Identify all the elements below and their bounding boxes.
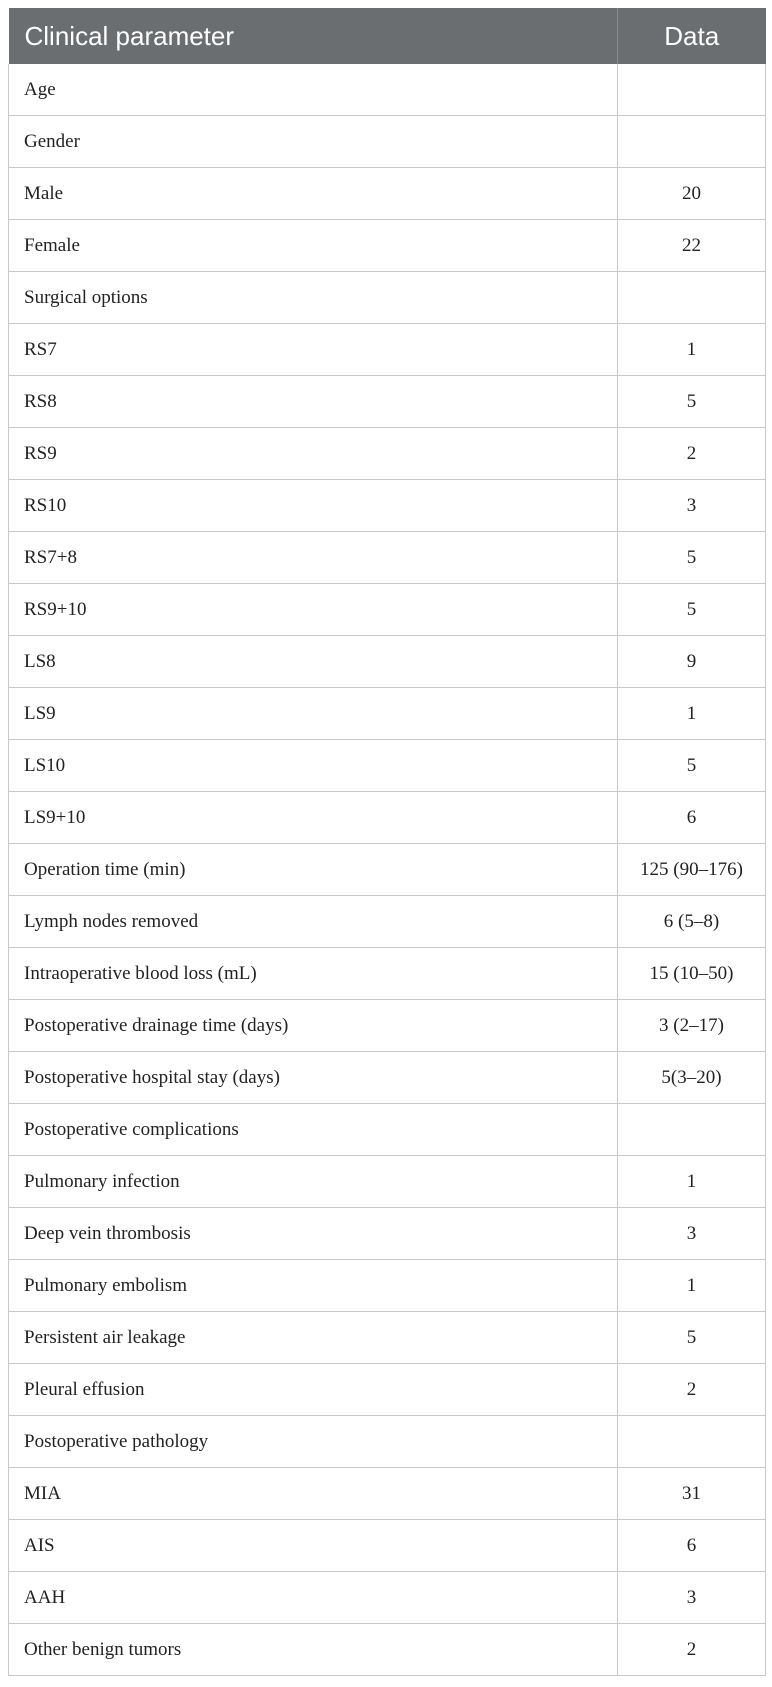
value-cell: 6 (5–8) <box>618 896 766 948</box>
value-cell: 5 <box>618 740 766 792</box>
parameter-cell: AAH <box>9 1572 618 1624</box>
table-row <box>9 1312 766 1364</box>
value-cell: 1 <box>618 1156 766 1208</box>
value-cell <box>618 1416 766 1468</box>
value-cell: 3 <box>618 1572 766 1624</box>
parameter-cell: Pulmonary infection <box>9 1156 618 1208</box>
parameter-cell: LS10 <box>9 740 618 792</box>
table-row <box>9 64 766 116</box>
value-cell: 22 <box>618 220 766 272</box>
table-row <box>9 376 766 428</box>
value-cell: 3 <box>618 1208 766 1260</box>
parameter-cell: Postoperative drainage time (days) <box>9 1000 618 1052</box>
value-cell: 9 <box>618 636 766 688</box>
parameter-cell: Intraoperative blood loss (mL) <box>9 948 618 1000</box>
value-cell: 5 <box>618 376 766 428</box>
column-header-clinical-parameter: Clinical parameter <box>9 8 618 64</box>
table-row <box>9 844 766 896</box>
parameter-cell: Deep vein thrombosis <box>9 1208 618 1260</box>
table-row <box>9 1104 766 1156</box>
value-cell: 31 <box>618 1468 766 1520</box>
parameter-cell: Persistent air leakage <box>9 1312 618 1364</box>
parameter-cell: Pulmonary embolism <box>9 1260 618 1312</box>
parameter-cell: Surgical options <box>9 272 618 324</box>
value-cell: 6 <box>618 1520 766 1572</box>
table-row <box>9 1364 766 1416</box>
parameter-cell: Gender <box>9 116 618 168</box>
table-row <box>9 480 766 532</box>
value-cell: 1 <box>618 324 766 376</box>
table-row <box>9 636 766 688</box>
table-row <box>9 1416 766 1468</box>
table-header-row <box>9 8 766 64</box>
table-row <box>9 688 766 740</box>
parameter-cell: Age <box>9 64 618 116</box>
parameter-cell: RS8 <box>9 376 618 428</box>
table-row <box>9 532 766 584</box>
value-cell: 1 <box>618 1260 766 1312</box>
table-row <box>9 116 766 168</box>
column-header-data: Data <box>618 8 766 64</box>
parameter-cell: RS10 <box>9 480 618 532</box>
value-cell: 5 <box>618 532 766 584</box>
table-row <box>9 220 766 272</box>
table-row <box>9 324 766 376</box>
table-row <box>9 1520 766 1572</box>
parameter-cell: Lymph nodes removed <box>9 896 618 948</box>
table-row <box>9 428 766 480</box>
value-cell: 6 <box>618 792 766 844</box>
value-cell: 15 (10–50) <box>618 948 766 1000</box>
parameter-cell: Pleural effusion <box>9 1364 618 1416</box>
table-row <box>9 1208 766 1260</box>
table-row <box>9 168 766 220</box>
value-cell: 2 <box>618 1624 766 1676</box>
parameter-cell: RS7+8 <box>9 532 618 584</box>
value-cell: 3 (2–17) <box>618 1000 766 1052</box>
value-cell: 2 <box>618 1364 766 1416</box>
table-row <box>9 1156 766 1208</box>
parameter-cell: Operation time (min) <box>9 844 618 896</box>
parameter-cell: MIA <box>9 1468 618 1520</box>
value-cell <box>618 64 766 116</box>
value-cell: 125 (90–176) <box>618 844 766 896</box>
parameter-cell: Postoperative hospital stay (days) <box>9 1052 618 1104</box>
table-row <box>9 896 766 948</box>
clinical-parameters-table <box>8 8 766 1676</box>
parameter-cell: AIS <box>9 1520 618 1572</box>
table-row <box>9 1572 766 1624</box>
value-cell: 5 <box>618 584 766 636</box>
table-body <box>9 64 766 1676</box>
value-cell: 20 <box>618 168 766 220</box>
value-cell: 5 <box>618 1312 766 1364</box>
value-cell <box>618 1104 766 1156</box>
value-cell: 1 <box>618 688 766 740</box>
parameter-cell: LS8 <box>9 636 618 688</box>
parameter-cell: LS9 <box>9 688 618 740</box>
parameter-cell: RS9 <box>9 428 618 480</box>
table-row <box>9 1624 766 1676</box>
parameter-cell: Male <box>9 168 618 220</box>
parameter-cell: RS9+10 <box>9 584 618 636</box>
table-row <box>9 272 766 324</box>
table-row <box>9 1000 766 1052</box>
value-cell: 3 <box>618 480 766 532</box>
parameter-cell: Other benign tumors <box>9 1624 618 1676</box>
table-row <box>9 1468 766 1520</box>
value-cell <box>618 116 766 168</box>
value-cell: 2 <box>618 428 766 480</box>
table-row <box>9 1260 766 1312</box>
parameter-cell: LS9+10 <box>9 792 618 844</box>
parameter-cell: Female <box>9 220 618 272</box>
table-row <box>9 792 766 844</box>
table-row <box>9 948 766 1000</box>
table-row <box>9 740 766 792</box>
parameter-cell: Postoperative complications <box>9 1104 618 1156</box>
value-cell: 5(3–20) <box>618 1052 766 1104</box>
parameter-cell: Postoperative pathology <box>9 1416 618 1468</box>
table-row <box>9 1052 766 1104</box>
value-cell <box>618 272 766 324</box>
table-row <box>9 584 766 636</box>
parameter-cell: RS7 <box>9 324 618 376</box>
